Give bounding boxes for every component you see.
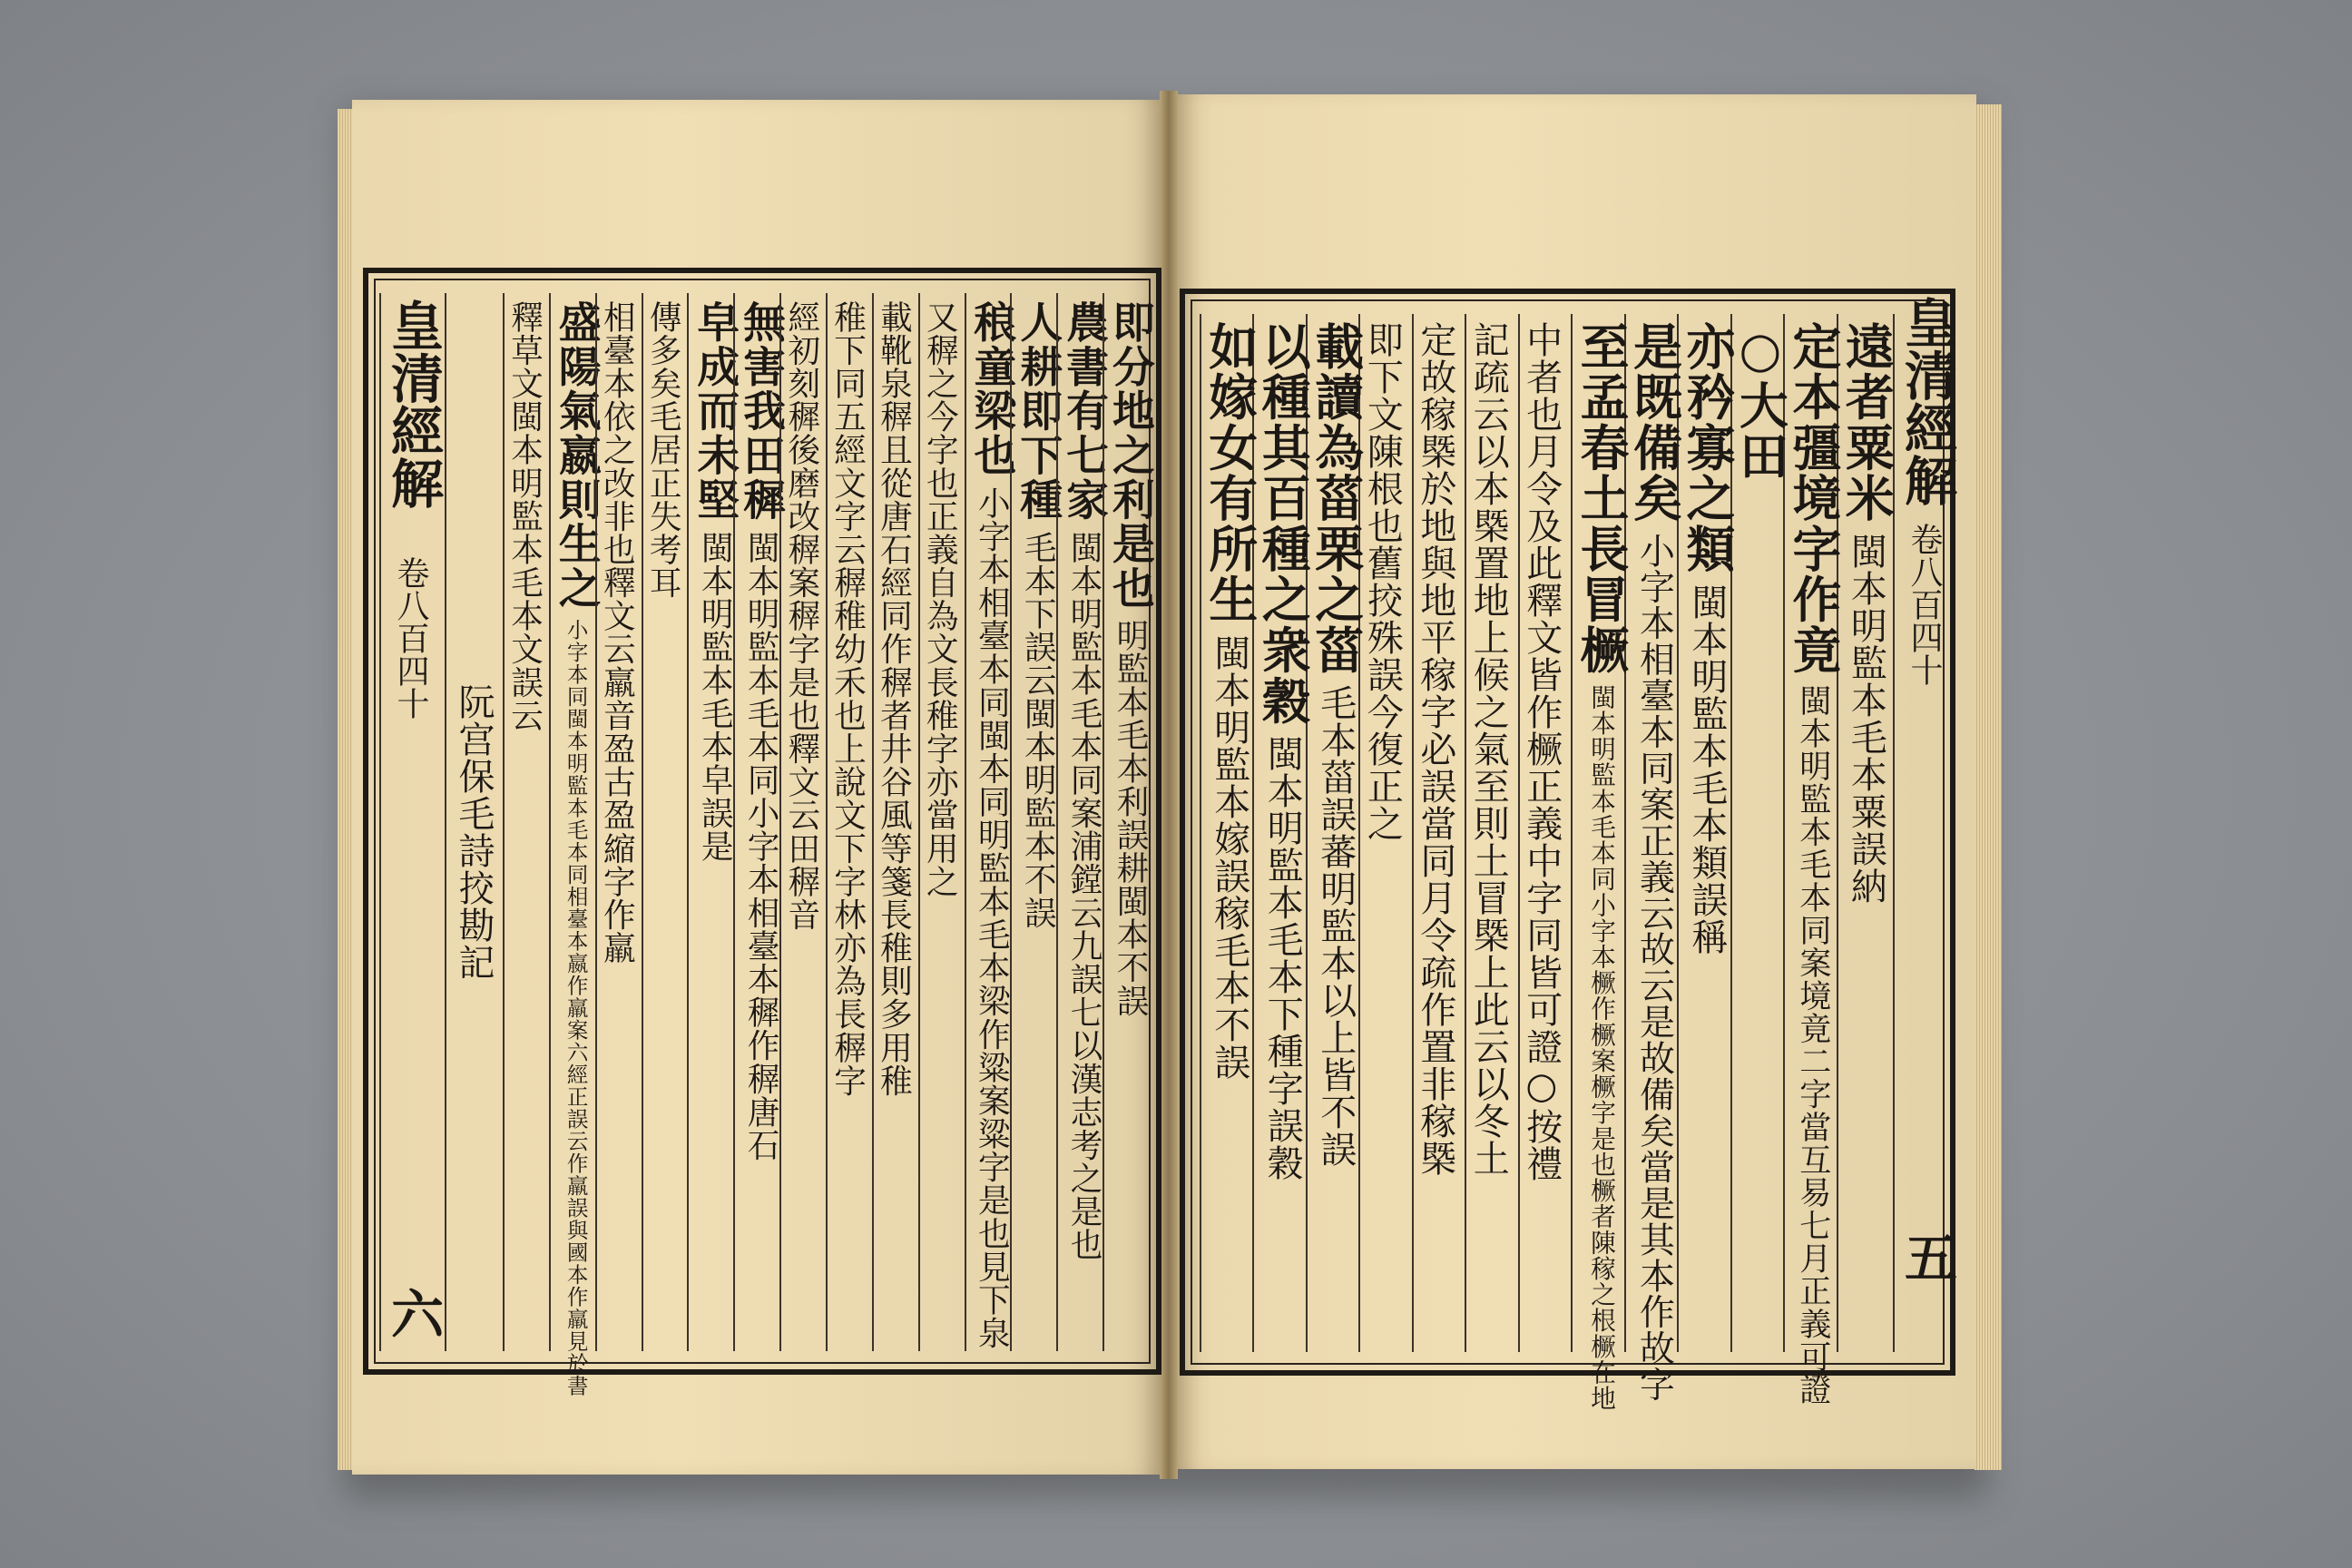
annotation-text: 載靴泉稺且從唐石經同作稺者井谷風等箋長稚則多用稚 (875, 300, 913, 1098)
main-text: 無害我田穉 (736, 300, 787, 522)
left-author-line: 阮宫保毛詩挍勘記 (453, 683, 495, 981)
text-column (918, 293, 966, 1351)
main-text: 是既備矣 (1625, 321, 1683, 524)
annotation-text: 閩本明監本嫁誤稼毛本不誤 (1208, 633, 1250, 1081)
annotation-text: 毛本下誤云閩本明監本不誤 (1019, 530, 1057, 929)
text-column (1624, 314, 1683, 1403)
main-text: 即分地之利是也 (1104, 300, 1155, 611)
left-banxin-title: 皇清經解 (382, 299, 444, 509)
text-column (1200, 314, 1259, 1352)
annotation-text: 閩本明監本毛本粟誤納 (1845, 533, 1887, 906)
annotation-text: 小字本相臺本同案正義云故云是故備矣當是其本作故字 (1633, 533, 1675, 1403)
text-column (1677, 314, 1736, 1352)
left-author-column (445, 293, 501, 1351)
page-stack-right (1975, 104, 2002, 1470)
main-text: 亦矜寡之類 (1678, 321, 1736, 574)
annotation-text: 閩本明監本毛本同小字本相臺本穉作稺唐石 (742, 530, 780, 1162)
text-column (642, 293, 690, 1351)
text-column (872, 293, 920, 1351)
annotation-text: 閩本明監本毛本同小字本橛作橛案橛字是也橛者陳稼之根橛在地 (1586, 684, 1616, 1412)
text-column (1465, 314, 1519, 1352)
annotation-text: 定故稼槩於地與地平稼字必誤當同月令疏作置非稼槩 (1414, 321, 1456, 1177)
annotation-text: 經初刻穉後磨改稺案稺字是也釋文云田稺音 (782, 300, 820, 932)
annotation-text: 記疏云以本槩置地上候之氣至則土冒槩上此云以冬土 (1467, 321, 1510, 1177)
main-text: 人耕即下種 (1013, 300, 1063, 522)
right-banxin (1893, 296, 1957, 1352)
main-text: 稂童梁也 (966, 300, 1017, 478)
main-text: 遠者粟米 (1838, 321, 1896, 524)
annotation-text: 釋草文閩本明監本毛本文誤云 (505, 300, 544, 732)
annotation-text: 閩本明監本毛本皁誤是 (696, 530, 734, 863)
text-column (1518, 314, 1573, 1352)
annotation-text: 閩本明監本毛本類誤稱 (1685, 583, 1728, 956)
annotation-text: 閩本明監本毛本下種字誤穀 (1261, 735, 1304, 1182)
left-banxin (379, 293, 445, 1351)
text-column (733, 293, 787, 1351)
text-column (1571, 314, 1630, 1412)
text-column (1010, 293, 1063, 1351)
annotation-text: 稚下同五經文字云稺稚幼禾也上說文下字林亦為長稺字 (828, 300, 867, 1098)
main-text: 皁成而未堅 (690, 300, 740, 522)
annotation-text: 毛本菑誤蕃明監本以上皆不誤 (1314, 684, 1357, 1169)
text-column (1252, 314, 1312, 1352)
main-text: 以種其百種之衆穀 (1254, 321, 1312, 727)
right-page-frame (1180, 289, 1957, 1412)
main-text: ○大田 (1731, 321, 1789, 482)
main-text: 農書有七家 (1059, 300, 1110, 522)
text-column (1102, 293, 1155, 1351)
main-text: 載讀為菑栗之菑 (1307, 321, 1365, 676)
main-text: 至孟春土長冒橛 (1573, 321, 1630, 676)
text-column (1730, 314, 1789, 1352)
annotation-text: 小字本相臺本同閩本同明監本毛本梁作粱案粱字是也見下泉 (973, 486, 1011, 1350)
text-column (1358, 314, 1413, 1352)
right-banxin-title: 皇清經解 (1896, 296, 1957, 506)
text-column (503, 293, 551, 1351)
text-column (965, 293, 1017, 1351)
text-column (1837, 314, 1896, 1352)
text-column (595, 293, 643, 1351)
text-column (1306, 314, 1365, 1352)
text-column (687, 293, 740, 1351)
annotation-text: 中者也月令及此釋文皆作橛正義中字同皆可證○按禮 (1520, 321, 1563, 1182)
text-column (1783, 314, 1842, 1406)
annotation-text: 傳多矣毛居正失考耳 (644, 300, 682, 600)
right-banxin-juan: 卷八百四十 (1906, 523, 1943, 686)
text-column (549, 293, 602, 1397)
text-column (826, 293, 874, 1351)
right-leaf-number: 五 (1896, 1230, 1957, 1283)
main-text: 定本彊境字作竟 (1784, 321, 1842, 676)
annotation-text: 閩本明監本毛本同案浦鏜云九誤七以漢志考之是也 (1065, 530, 1103, 1261)
annotation-text: 小字本同閩本明監本毛本同相臺本嬴作羸案六經正誤云作羸誤與國本作羸見於書 (563, 619, 589, 1397)
annotation-text: 即下文陳根也舊挍殊誤今復正之 (1361, 321, 1404, 842)
left-leaf-number: 六 (382, 1287, 444, 1339)
main-text: 盛陽氣嬴則生之 (551, 300, 602, 611)
book-gutter (1160, 91, 1178, 1479)
annotation-text: 明監本毛本利誤耕閩本不誤 (1111, 619, 1149, 1018)
annotation-text: 相臺本依之改非也釋文云羸音盈古盈縮字作羸 (598, 300, 636, 965)
text-column (1056, 293, 1110, 1351)
text-column (1412, 314, 1466, 1352)
text-column (779, 293, 828, 1351)
main-text: 如嫁女有所生 (1200, 321, 1259, 625)
left-page-frame (363, 268, 1161, 1397)
left-banxin-juan: 卷八百四十 (392, 556, 429, 720)
annotation-text: 閩本明監本毛本同案境竟二字當互易七月正義可證 (1794, 684, 1832, 1406)
annotation-text: 又稺之今字也正義自為文長稚字亦當用之 (921, 300, 959, 898)
